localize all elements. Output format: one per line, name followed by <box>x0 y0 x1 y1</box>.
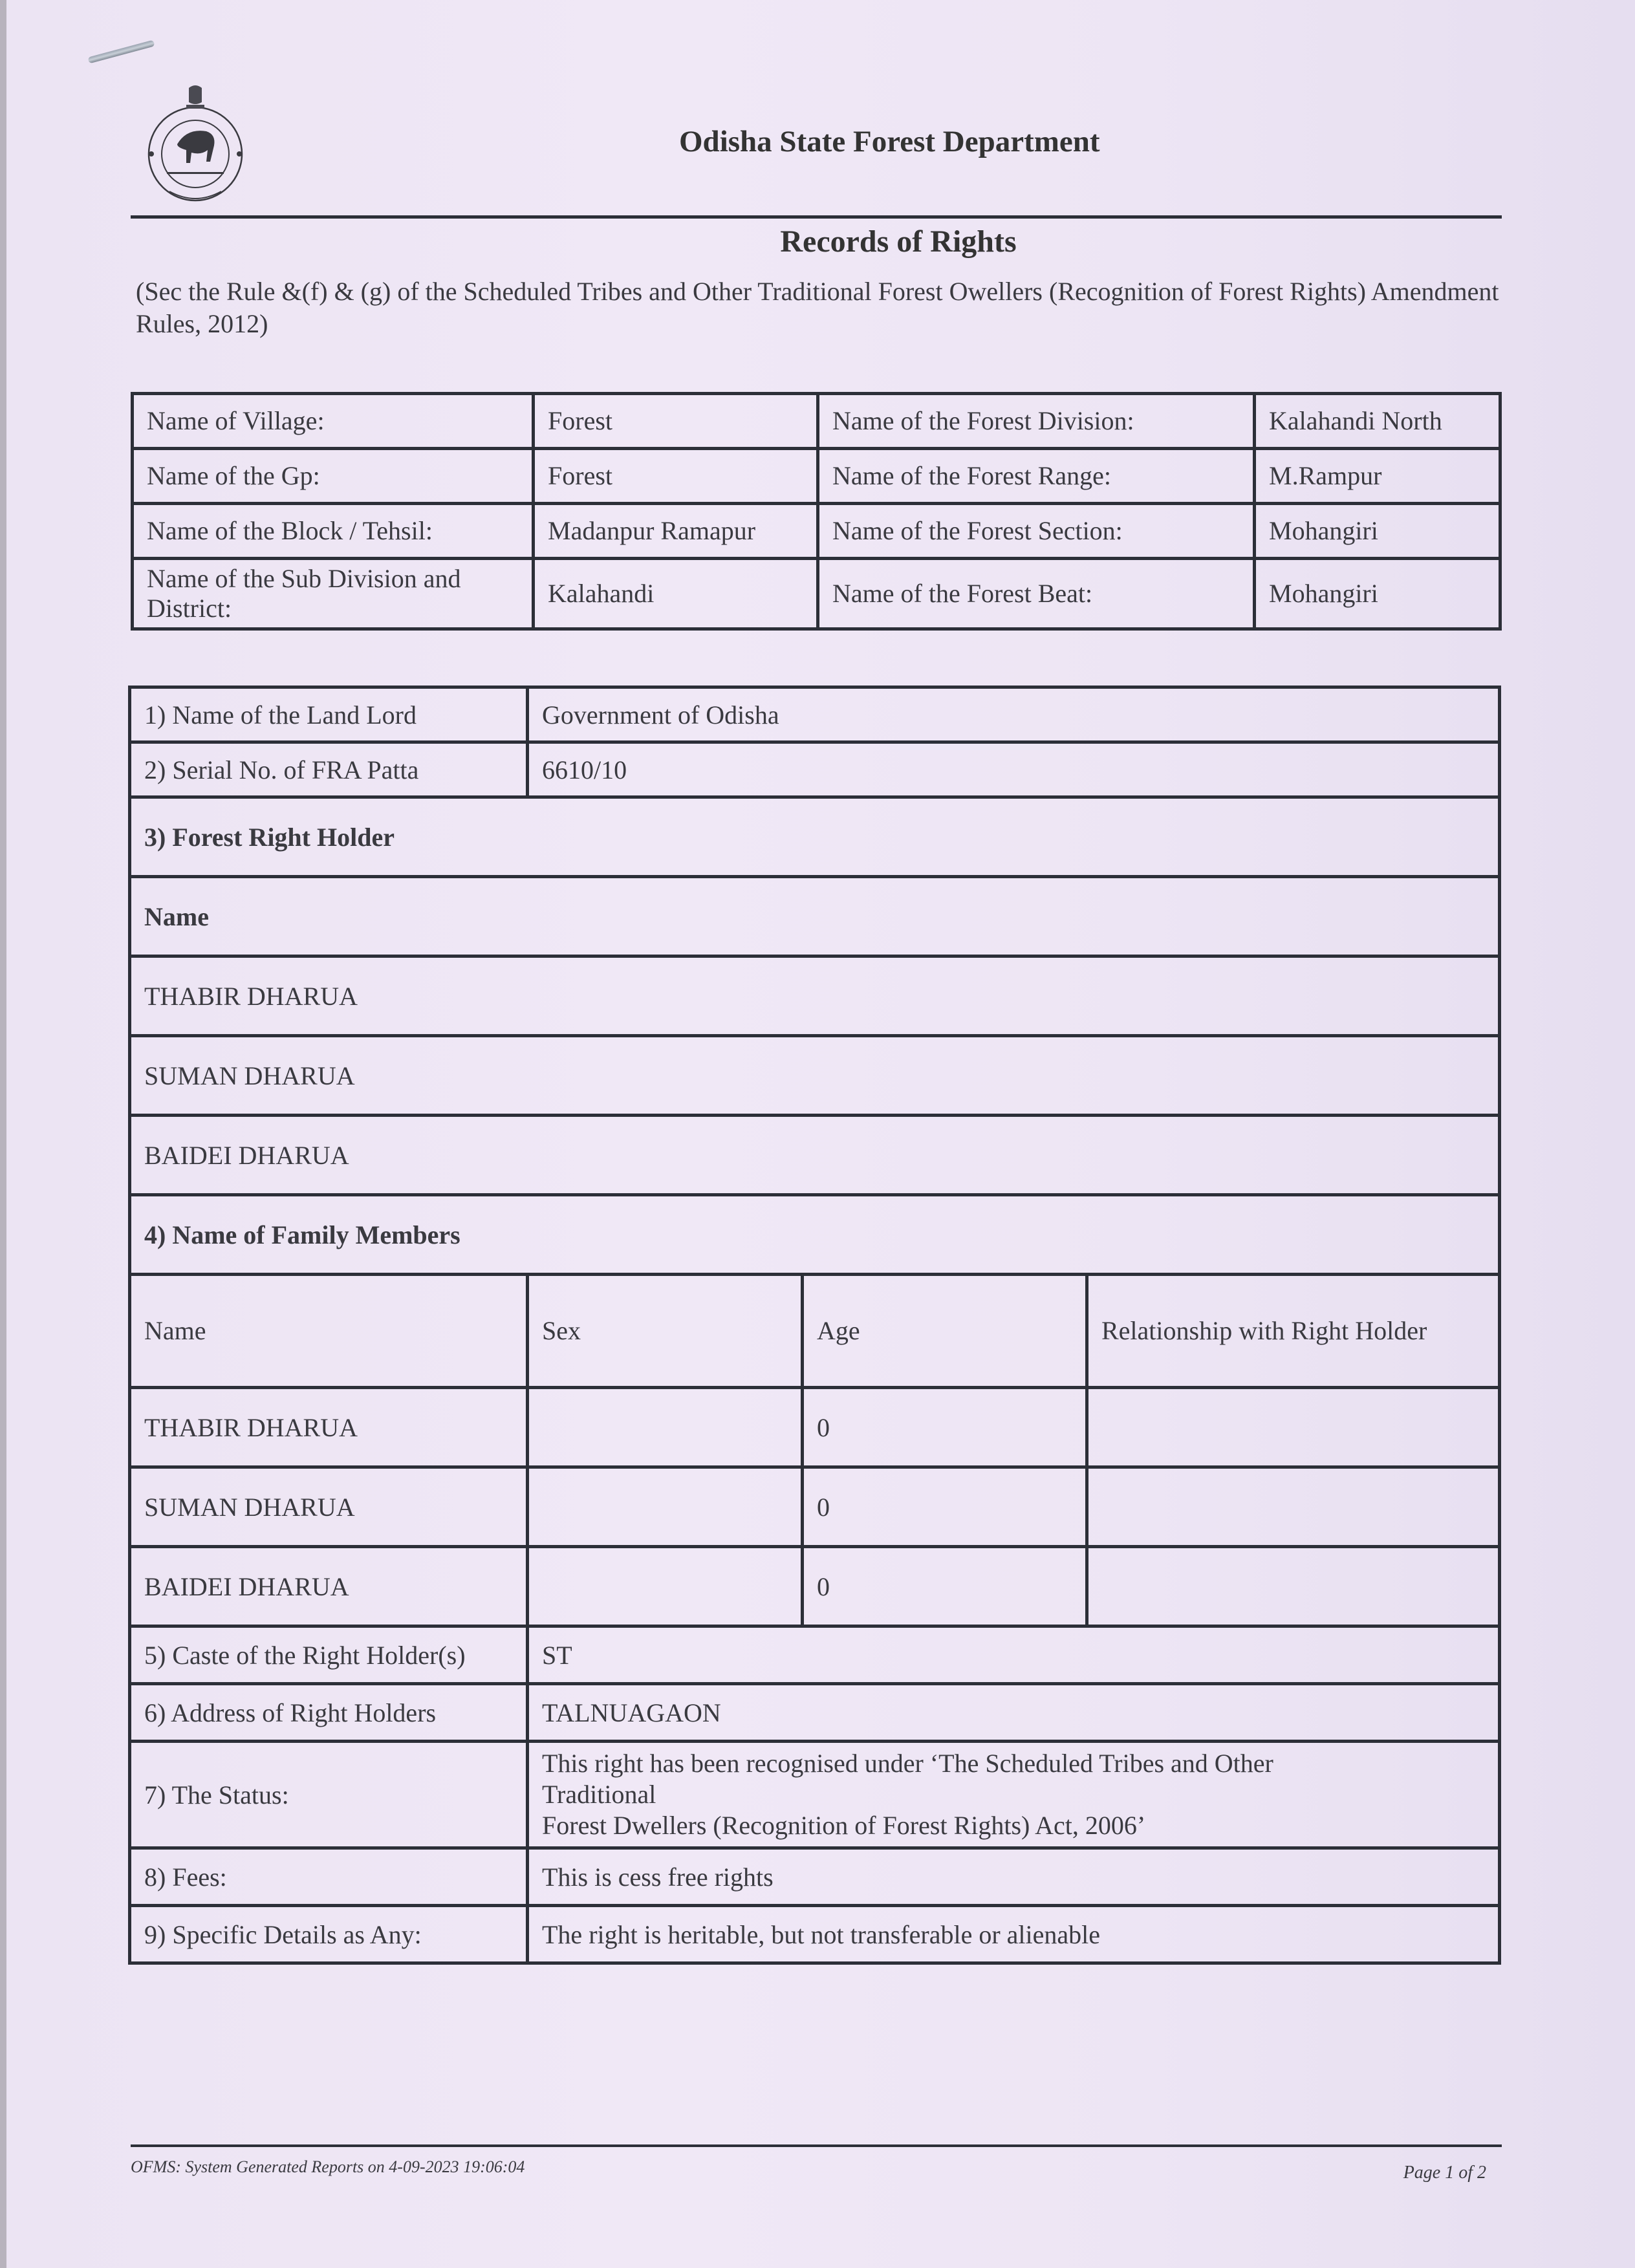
table-row <box>130 1626 1500 1684</box>
location-table <box>131 392 1502 631</box>
record-table <box>128 686 1501 1965</box>
odisha-government-emblem-icon <box>144 83 247 206</box>
gp-label: Name of the Gp: <box>133 449 534 504</box>
sub-division-label: Name of the Sub Division and District: <box>133 559 534 629</box>
table-row <box>130 956 1500 1036</box>
page-number: Page 1 of 2 <box>1403 2163 1486 2183</box>
table-row <box>130 742 1500 797</box>
block-label: Name of the Block / Tehsil: <box>133 504 534 559</box>
table-row <box>133 394 1500 449</box>
table-row <box>130 1116 1500 1195</box>
table-row <box>130 1036 1500 1116</box>
village-value: Forest <box>534 394 818 449</box>
address-label: 6) Address of Right Holders <box>130 1684 528 1742</box>
serial-no-value: 6610/10 <box>528 742 1500 797</box>
block-value: Madanpur Ramapur <box>534 504 818 559</box>
village-label: Name of Village: <box>133 394 534 449</box>
member-relationship <box>1087 1467 1500 1547</box>
gp-value: Forest <box>534 449 818 504</box>
forest-section-label: Name of the Forest Section: <box>818 504 1255 559</box>
member-age: 0 <box>803 1467 1087 1547</box>
table-row <box>133 504 1500 559</box>
table-row <box>130 797 1500 877</box>
table-row <box>130 1742 1500 1848</box>
right-holder-heading: 3) Forest Right Holder <box>130 797 1500 877</box>
status-label: 7) The Status: <box>130 1742 528 1848</box>
member-sex <box>528 1467 803 1547</box>
table-row <box>133 559 1500 629</box>
family-member-row <box>130 1467 1500 1547</box>
forest-section-value: Mohangiri <box>1255 504 1500 559</box>
fees-value: This is cess free rights <box>528 1848 1500 1906</box>
land-lord-label: 1) Name of the Land Lord <box>130 687 528 742</box>
table-row <box>133 449 1500 504</box>
caste-value: ST <box>528 1626 1500 1684</box>
header-divider <box>131 215 1502 219</box>
column-header-age: Age <box>803 1275 1087 1388</box>
right-holder-name: SUMAN DHARUA <box>130 1036 1500 1116</box>
forest-beat-label: Name of the Forest Beat: <box>818 559 1255 629</box>
forest-beat-value: Mohangiri <box>1255 559 1500 629</box>
family-member-row <box>130 1547 1500 1626</box>
details-label: 9) Specific Details as Any: <box>130 1906 528 1963</box>
member-sex <box>528 1388 803 1467</box>
land-lord-value: Government of Odisha <box>528 687 1500 742</box>
forest-division-value: Kalahandi North <box>1255 394 1500 449</box>
column-header-sex: Sex <box>528 1275 803 1388</box>
document-page <box>6 0 1635 2268</box>
department-title: Odisha State Forest Department <box>679 125 1100 158</box>
right-holder-name: THABIR DHARUA <box>130 956 1500 1036</box>
generated-timestamp: OFMS: System Generated Reports on 4-09-2023 19:06:04 <box>131 2157 525 2176</box>
table-row <box>130 1195 1500 1275</box>
table-row <box>130 1684 1500 1742</box>
family-members-heading: 4) Name of Family Members <box>130 1195 1500 1275</box>
family-member-row <box>130 1388 1500 1467</box>
fees-label: 8) Fees: <box>130 1848 528 1906</box>
table-row <box>130 1906 1500 1963</box>
status-value <box>528 1742 1500 1848</box>
member-name: BAIDEI DHARUA <box>130 1547 528 1626</box>
status-line: Forest Dwellers (Recognition of Forest Rights) Act, 2006’ <box>542 1811 1146 1840</box>
sub-division-value: Kalahandi <box>534 559 818 629</box>
member-age: 0 <box>803 1388 1087 1467</box>
table-row <box>130 1848 1500 1906</box>
member-relationship <box>1087 1388 1500 1467</box>
member-relationship <box>1087 1547 1500 1626</box>
table-row <box>130 877 1500 956</box>
column-header-name: Name <box>130 1275 528 1388</box>
serial-no-label: 2) Serial No. of FRA Patta <box>130 742 528 797</box>
family-header-row <box>130 1275 1500 1388</box>
forest-range-value: M.Rampur <box>1255 449 1500 504</box>
member-sex <box>528 1547 803 1626</box>
member-name: SUMAN DHARUA <box>130 1467 528 1547</box>
address-value: TALNUAGAON <box>528 1684 1500 1742</box>
column-header-relationship: Relationship with Right Holder <box>1087 1275 1500 1388</box>
document-subtitle: (Sec the Rule &(f) & (g) of the Scheduled Tribes and Other Traditional Forest Owellers (Recognition of Forest Rights) Amendment Rules, 2012) <box>136 277 1499 338</box>
status-line: This right has been recognised under ‘The Scheduled Tribes and Other <box>542 1749 1273 1778</box>
forest-range-label: Name of the Forest Range: <box>818 449 1255 504</box>
forest-division-label: Name of the Forest Division: <box>818 394 1255 449</box>
staple-pin <box>87 40 155 64</box>
footer-divider <box>131 2144 1502 2147</box>
right-holder-name-header: Name <box>130 877 1500 956</box>
table-row <box>130 687 1500 742</box>
details-value: The right is heritable, but not transferable or alienable <box>528 1906 1500 1963</box>
caste-label: 5) Caste of the Right Holder(s) <box>130 1626 528 1684</box>
document-title: Records of Rights <box>780 224 1017 259</box>
member-age: 0 <box>803 1547 1087 1626</box>
member-name: THABIR DHARUA <box>130 1388 528 1467</box>
right-holder-name: BAIDEI DHARUA <box>130 1116 1500 1195</box>
status-line: Traditional <box>542 1780 656 1809</box>
